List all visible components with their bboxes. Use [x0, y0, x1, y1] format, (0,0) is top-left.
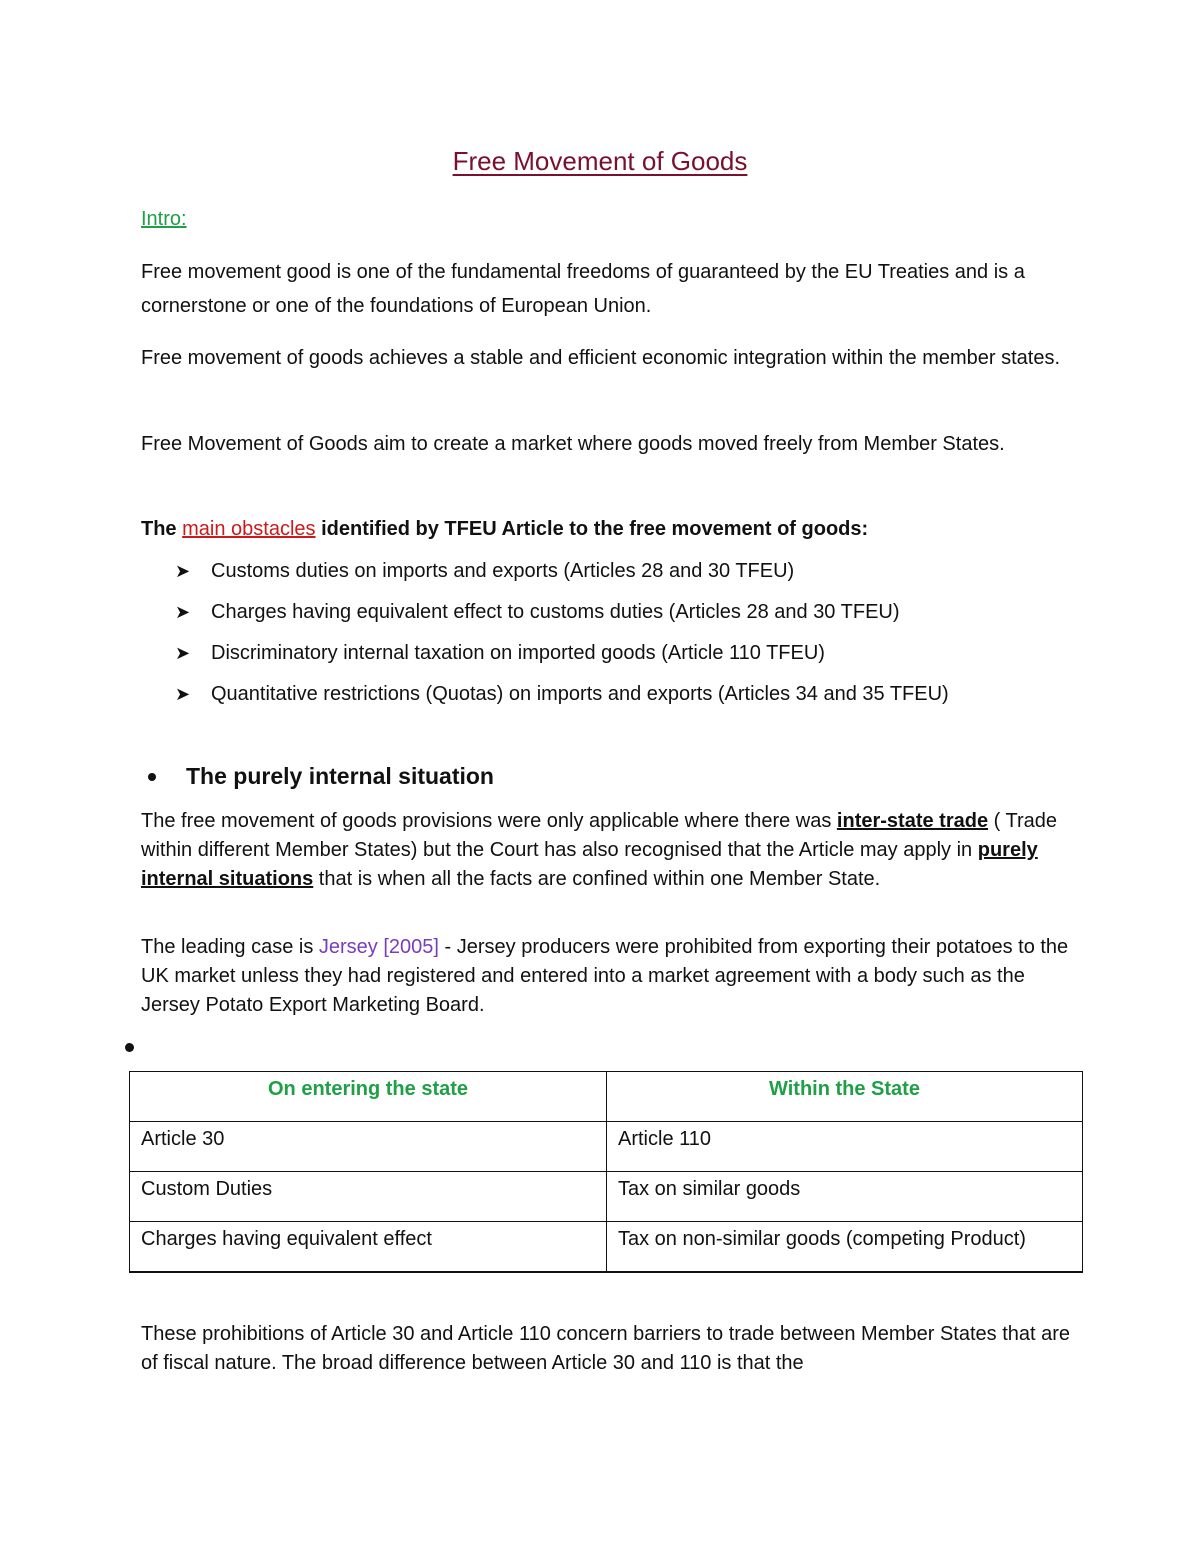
intro-paragraph-1: Free movement good is one of the fundamental freedoms of guaranteed by the EU Treaties and is a cornerstone or one of the foundations of European Union.: [141, 261, 1025, 317]
list-item: ➤ Quantitative restrictions (Quotas) on imports and exports (Articles 34 and 35 TFEU): [175, 683, 949, 705]
table-cell: Custom Duties: [130, 1172, 607, 1222]
intro-paragraph-2: Free movement of goods achieves a stable and efficient economic integration within the member states.: [141, 347, 1061, 369]
table-header-cell: On entering the state: [130, 1072, 607, 1122]
page-title: Free Movement of Goods: [452, 146, 748, 176]
list-item: ➤ Discriminatory internal taxation on imported goods (Article 110 TFEU): [175, 642, 825, 664]
table-cell: Charges having equivalent effect: [130, 1222, 607, 1272]
purely-internal-term: purely internal situations: [141, 839, 1038, 890]
obstacles-highlight: main obstacles: [182, 518, 316, 540]
case-name: Jersey [2005]: [318, 936, 439, 958]
inter-state-trade-term: inter-state trade: [836, 810, 989, 832]
bullet-dot-icon: [125, 1043, 134, 1052]
list-item: ➤ Charges having equivalent effect to customs duties (Articles 28 and 30 TFEU): [175, 601, 900, 623]
obstacles-heading: The main obstacles identified by TFEU Article to the free movement of goods:: [141, 518, 869, 540]
section-heading: The purely internal situation: [148, 763, 494, 790]
table-cell: Article 110: [607, 1122, 1083, 1172]
intro-paragraph-3: Free Movement of Goods aim to create a market where goods moved freely from Member States.: [141, 433, 1005, 455]
list-item: ➤ Customs duties on imports and exports (Articles 28 and 30 TFEU): [175, 560, 795, 582]
arrow-bullet-icon: ➤: [175, 684, 191, 704]
table-cell: Article 30: [130, 1122, 607, 1172]
table-header-row: [130, 1072, 1083, 1122]
section-paragraph-1: The free movement of goods provisions were only applicable where there was inter-state trade ( Trade within different Member States) but the Court has also recognised that the Article may apply in purely internal situations that is when all the facts are confined within one Member State.: [141, 810, 1057, 890]
arrow-bullet-icon: ➤: [175, 561, 191, 581]
table-header-cell: Within the State: [607, 1072, 1083, 1122]
section-paragraph-2: The leading case is Jersey [2005] - Jersey producers were prohibited from exporting their potatoes to the UK market unless they had registered and entered into a market agreement with a body such as the Jersey Potato Export Marketing Board.: [141, 936, 1069, 1016]
closing-paragraph: These prohibitions of Article 30 and Article 110 concern barriers to trade between Member States that are of fiscal nature. The broad difference between Article 30 and 110 is that the: [141, 1323, 1071, 1374]
table-row: [130, 1122, 1083, 1172]
table-row: [130, 1222, 1083, 1272]
table-cell: Tax on similar goods: [607, 1172, 1083, 1222]
table-row: [130, 1172, 1083, 1222]
table-cell: Tax on non-similar goods (competing Product): [607, 1222, 1083, 1272]
arrow-bullet-icon: ➤: [175, 643, 191, 663]
obstacles-list: [175, 558, 949, 722]
bullet-dot-icon: [148, 773, 156, 781]
intro-heading: Intro:: [141, 208, 187, 230]
arrow-bullet-icon: ➤: [175, 602, 191, 622]
comparison-table: [129, 1071, 1083, 1273]
